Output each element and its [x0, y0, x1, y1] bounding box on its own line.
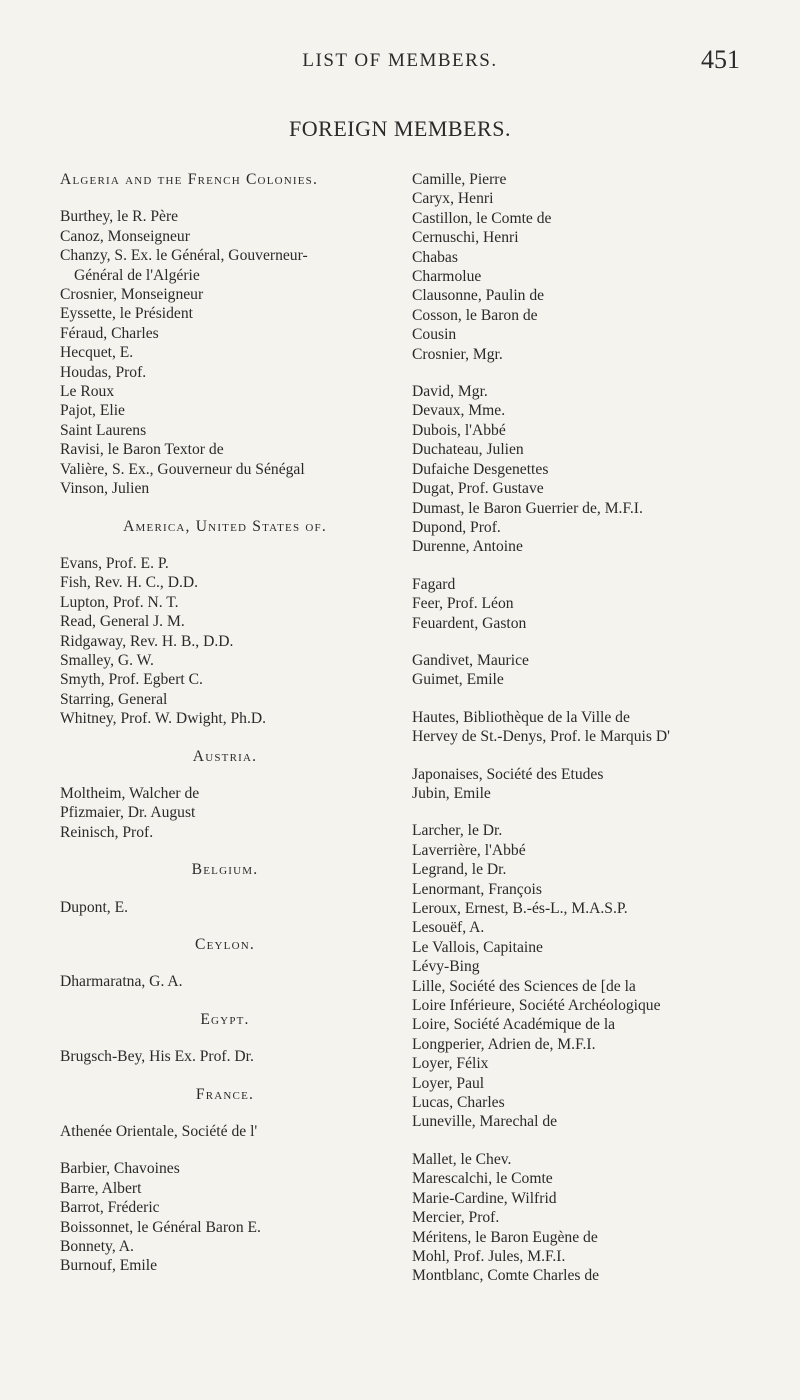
- member-entry: Devaux, Mme.: [412, 402, 506, 420]
- member-entry: Le Vallois, Capitaine: [412, 938, 543, 956]
- spacer: [60, 499, 390, 517]
- spacer: [412, 633, 752, 651]
- member-entry: Castillon, le Comte de: [412, 209, 552, 227]
- member-entry: Dufaiche Desgenettes: [412, 460, 549, 478]
- member-entry: Moltheim, Walcher de: [60, 784, 200, 802]
- member-entry: Crosnier, Monseigneur: [60, 286, 204, 304]
- member-entry: Houdas, Prof.: [60, 363, 147, 381]
- member-entry: Barbier, Chavoines: [60, 1160, 180, 1178]
- country-heading: France.: [195, 1085, 255, 1103]
- member-entry: Barre, Albert: [60, 1179, 142, 1197]
- spacer: [412, 1132, 752, 1150]
- member-entry: Durenne, Antoine: [412, 538, 523, 556]
- member-entry: Saint Laurens: [60, 421, 147, 439]
- country-heading: Egypt.: [200, 1010, 250, 1028]
- member-entry: Général de l'Algérie: [74, 266, 200, 284]
- spacer: [60, 1141, 390, 1159]
- member-entry: Chabas: [412, 248, 458, 266]
- member-entry: Chanzy, S. Ex. le Général, Gouverneur-: [60, 247, 308, 265]
- member-entry: Montblanc, Comte Charles de: [412, 1267, 600, 1285]
- member-entry: Larcher, le Dr.: [412, 822, 503, 840]
- right-column: [412, 170, 752, 1286]
- member-entry: Cernuschi, Henri: [412, 229, 519, 247]
- member-entry: Laverrière, l'Abbé: [412, 841, 526, 859]
- member-entry: Reinisch, Prof.: [60, 823, 154, 841]
- member-entry: Marescalchi, le Comte: [412, 1170, 553, 1188]
- member-entry: Dugat, Prof. Gustave: [412, 480, 544, 498]
- member-entry: Feuardent, Gaston: [412, 614, 527, 632]
- member-entry: Fagard: [412, 575, 456, 593]
- member-entry: Dharmaratna, G. A.: [60, 973, 183, 991]
- member-entry: Smyth, Prof. Egbert C.: [60, 671, 203, 689]
- member-entry: Méritens, le Baron Eugène de: [412, 1228, 598, 1246]
- member-entry: Eyssette, le Président: [60, 305, 193, 323]
- member-entry: Guimet, Emile: [412, 671, 504, 689]
- page-number: 451: [701, 45, 740, 74]
- spacer: [412, 747, 752, 765]
- member-entry: Read, General J. M.: [60, 613, 185, 631]
- member-entry: Ridgaway, Rev. H. B., D.D.: [60, 632, 234, 650]
- member-entry: Mercier, Prof.: [412, 1209, 500, 1227]
- member-entry: Dupont, E.: [60, 898, 129, 916]
- country-heading: Ceylon.: [195, 936, 255, 953]
- member-entry: Feer, Prof. Léon: [412, 595, 514, 613]
- member-entry: Hautes, Bibliothèque de la Ville de: [412, 708, 630, 726]
- member-entry: Smalley, G. W.: [60, 651, 154, 669]
- spacer: [412, 557, 752, 575]
- member-entry: Loyer, Félix: [412, 1055, 489, 1073]
- member-entry: Evans, Prof. E. P.: [60, 554, 169, 572]
- member-entry: Whitney, Prof. W. Dwight, Ph.D.: [60, 710, 267, 728]
- member-entry: Lucas, Charles: [412, 1094, 505, 1112]
- member-entry: Fish, Rev. H. C., D.D.: [60, 574, 199, 592]
- member-entry: Japonaises, Société des Etudes: [412, 765, 604, 783]
- member-entry: Clausonne, Paulin de: [412, 287, 545, 305]
- spacer: [60, 189, 390, 207]
- member-entry: Luneville, Marechal de: [412, 1113, 558, 1131]
- running-head: [0, 45, 800, 82]
- member-entry: Legrand, le Dr.: [412, 861, 507, 879]
- member-entry: Crosnier, Mgr.: [412, 345, 503, 363]
- spacer: [60, 729, 390, 747]
- member-entry: Longperier, Adrien de, M.F.I.: [412, 1035, 596, 1053]
- section-title: FOREIGN MEMBERS.: [289, 116, 511, 141]
- spacer: [412, 690, 752, 708]
- member-entry: Cosson, le Baron de: [412, 306, 538, 324]
- member-entry: Burthey, le R. Père: [60, 208, 179, 226]
- member-entry: Lupton, Prof. N. T.: [60, 593, 179, 611]
- spacer: [60, 536, 390, 554]
- member-entry: Lesouëf, A.: [412, 919, 485, 937]
- country-heading: Austria.: [192, 747, 258, 765]
- member-entry: Leroux, Ernest, B.-és-L., M.A.S.P.: [412, 900, 628, 917]
- member-entry: Barrot, Fréderic: [60, 1199, 160, 1217]
- spacer: [60, 880, 390, 898]
- member-entry: Lille, Société des Sciences de [de la: [412, 977, 636, 995]
- member-entry: Athenée Orientale, Société de l': [60, 1123, 258, 1141]
- country-heading: America, United States of.: [123, 517, 327, 535]
- member-entry: Hecquet, E.: [60, 344, 134, 362]
- member-entry: David, Mgr.: [412, 383, 488, 401]
- member-entry: Dubois, l'Abbé: [412, 421, 506, 439]
- spacer: [60, 1104, 390, 1122]
- member-entry: Marie-Cardine, Wilfrid: [412, 1189, 557, 1207]
- member-entry: Lenormant, François: [412, 880, 542, 898]
- member-entry: Charmolue: [412, 268, 482, 286]
- member-entry: Féraud, Charles: [60, 324, 159, 342]
- member-entry: Le Roux: [60, 383, 115, 401]
- member-entry: Pajot, Elie: [60, 402, 125, 420]
- member-entry: Duchateau, Julien: [412, 441, 524, 459]
- spacer: [60, 766, 390, 784]
- spacer: [60, 1067, 390, 1085]
- member-entry: Mohl, Prof. Jules, M.F.I.: [412, 1247, 566, 1265]
- member-entry: Pfizmaier, Dr. August: [60, 804, 196, 822]
- member-entry: Gandivet, Maurice: [412, 651, 529, 669]
- member-entry: Dumast, le Baron Guerrier de, M.F.I.: [412, 499, 643, 517]
- member-entry: Jubin, Emile: [412, 784, 491, 802]
- member-entry: Hervey de St.-Denys, Prof. le Marquis D': [412, 728, 670, 746]
- member-entry: Canoz, Monseigneur: [60, 227, 190, 245]
- member-entry: Burnouf, Emile: [60, 1257, 158, 1275]
- country-heading: Belgium.: [191, 861, 259, 879]
- member-entry: Caryx, Henri: [412, 190, 494, 208]
- member-entry: Loire Inférieure, Société Archéologique: [412, 997, 661, 1015]
- member-entry: Loyer, Paul: [412, 1074, 485, 1092]
- country-heading: Algeria and the French Colonies.: [60, 171, 319, 188]
- spacer: [60, 917, 390, 935]
- spacer: [60, 992, 390, 1010]
- spacer: [60, 1029, 390, 1047]
- member-entry: Boissonnet, le Général Baron E.: [60, 1218, 261, 1236]
- member-entry: Vinson, Julien: [60, 480, 150, 498]
- member-entry: Camille, Pierre: [412, 171, 507, 188]
- member-entry: Lévy-Bing: [412, 958, 480, 976]
- member-entry: Ravisi, le Baron Textor de: [60, 441, 224, 459]
- spacer: [60, 842, 390, 860]
- running-head-title: LIST OF MEMBERS.: [302, 50, 498, 71]
- left-column: [60, 170, 390, 1276]
- member-entry: Brugsch-Bey, His Ex. Prof. Dr.: [60, 1048, 254, 1066]
- member-entry: Dupond, Prof.: [412, 518, 501, 536]
- member-entry: Cousin: [412, 326, 457, 344]
- spacer: [60, 954, 390, 972]
- member-entry: Starring, General: [60, 690, 168, 708]
- spacer: [412, 364, 752, 382]
- spacer: [412, 803, 752, 821]
- member-entry: Valière, S. Ex., Gouverneur du Sénégal: [60, 460, 305, 478]
- member-entry: Mallet, le Chev.: [412, 1150, 512, 1168]
- member-entry: Bonnety, A.: [60, 1238, 134, 1256]
- member-entry: Loire, Société Académique de la: [412, 1016, 616, 1034]
